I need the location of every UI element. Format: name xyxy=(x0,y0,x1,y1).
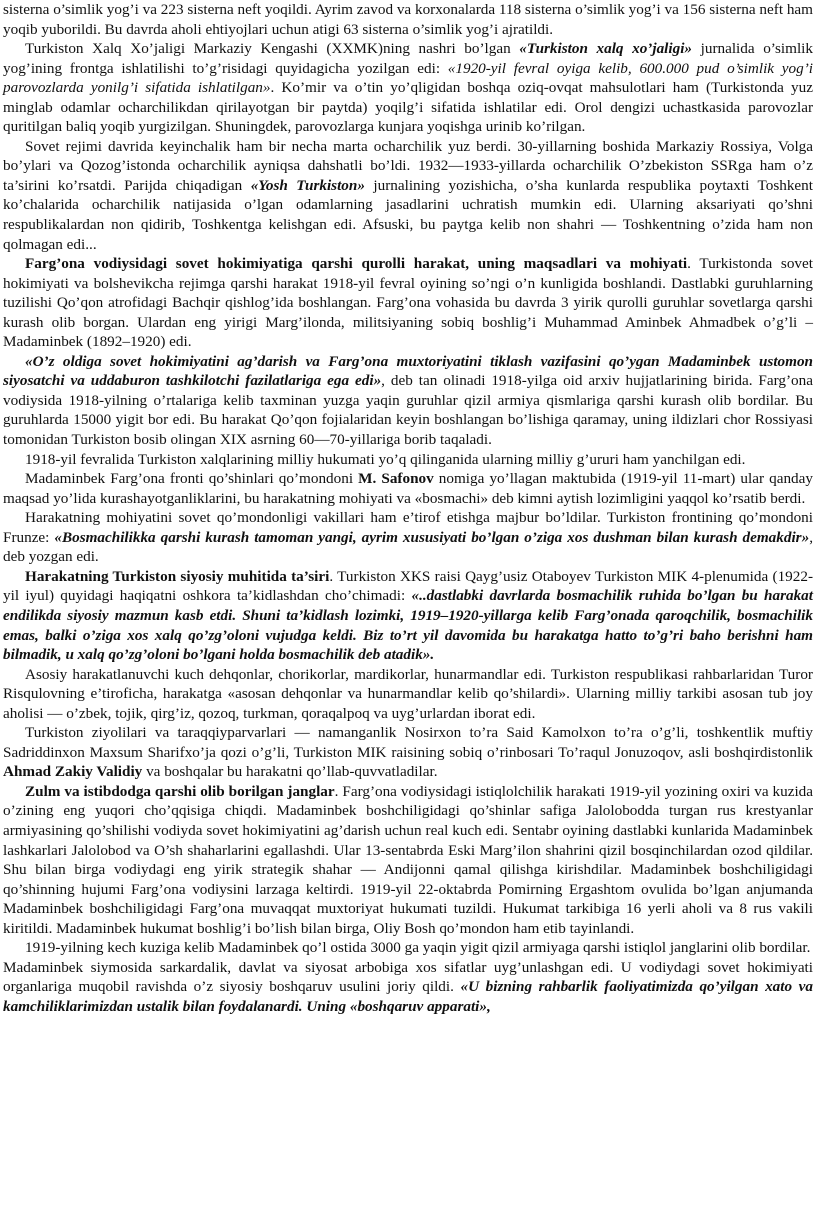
text-run: . Turkistonda sovet hokimiyati va bolshevikcha rejimga qarshi harakat 1918-yil fevral oyining so’ngi o’n kunligida boshlandi. Dastlabki guruhlarning tuzilishi Qo’qon atrofidagi Bachqir qishlog’ida boshlangan. Farg’ona vohasida bu davrda 3 yirik qurolli guruhlar sovetlarga qarshi kurash olib borgan. Ulardan eng yirigi Marg’ilonda, militsiyaning sobiq boshlig’i Muhammad Aminbek Ahmadbek o’g’li – Madaminbek (1892–1920) edi. xyxy=(3,255,813,351)
text-run: . Farg’ona vodiysidagi istiqlolchilik harakati 1919-yil yozining oxiri va kuzida o’zining eng yuqori cho’qqisiga chiqdi. Madaminbek boshchiligidagi qo’shinlar safiga Jalolobodda turgan rus krestyanlar armiyasining qo’shilishi vodiyda sovet hokimiyatini ag’darish uchun real kuch edi. Sentabr oyining dastlabki kunlarida Madaminbek lashkarlari Jalolobod va O’sh shaharlarini egallashdi. Ular 13-sentabrda Eski Marg’ilon shahrini qizil bosqinchilardan ozod qildilar. Shu bilan birga vodiydagi eng yirik strategik shahar — Andijonni qamal qilishga kirishdilar. Madaminbek boshchiligidagi qo’shinning hujumi Farg’ona vodiysini larzaga keltirdi. 1919-yil 22-oktabrda Pomirning Ergashtom ovulida bo’lgan anjumanda Madaminbek boshchiligidagi Farg’ona muvaqqat muxtoriyat hukumati tuzildi. Hukumat tarkibiga 16 yerli aholi va 8 rus vakili kiritildi. Madaminbek hukumat boshlig’i bo’lish bilan birga, Oliy Bosh qo’mondon ham etib tayinlandi. xyxy=(3,782,813,937)
section-heading: Harakatning Turkiston siyosiy muhitida ta’siri xyxy=(25,567,330,585)
section-heading: Zulm va istibdodga qarshi olib borilgan janglar xyxy=(25,782,335,800)
text-run: 1918-yil fevralida Turkiston xalqlarining milliy hukumati yo’q qilinganida ularning milliy g’ururi ham yanchilgan edi. xyxy=(25,450,746,468)
text-run: Madaminbek Farg’ona fronti qo’shinlari qo’mondoni xyxy=(25,470,359,488)
text-run: nomiga yo’llagan maktubida (1919-yil 11-mart) ular qanday maqsad yo’lida kurashayotganliklarini, bu harakatning mohiyati va «bosmachi» deb kimni aytish lozimligini yaqqol ko’rsatib berdi. xyxy=(3,470,813,507)
paragraph-madaminbek-quote xyxy=(3,352,813,450)
text-run: Asosiy harakatlanuvchi kuch dehqonlar, chorikorlar, mardikorlar, hunarmandlar edi. Turkiston respublikasi rahbarlaridan Turor Risqulovning e’tiroficha, harakatga «asosan dehqonlar va hunarmandlar kelib qo’shilardi». Ularning milliy tarkibi asosan tub joy aholisi — o’zbek, tojik, qirg’iz, qozoq, turkman, qoraqalpoq va uyg’urlardan iborat edi. xyxy=(3,665,813,722)
text-run: . Turkiston XKS raisi Qayg’usiz Otaboyev Turkiston MIK 4-plenumida (1922-yil iyul) quyidagi haqiqatni oshkora ta’kidlashdan cho’chimadi: xyxy=(3,567,813,605)
quote-text: «O’z oldiga sovet hokimiyatini ag’darish va Farg’ona muxtoriyatini tiklash vazifasini qo’ygan Madaminbek ustomon siyosatchi va uddaburon tashkilotchi fazilatlariga ega edi» xyxy=(3,352,813,390)
quote-text: «Bosmachilikka qarshi kurash tamoman yangi, ayrim xususiyati bo’lgan o’ziga xos dushman bilan kurash demakdir» xyxy=(54,528,810,546)
text-run: jurnalida o’simlik yog’ining frontga ishlatilishi to’g’risidagi quyidagicha yozilgan edi: xyxy=(3,40,813,77)
paragraph-madaminbek-qualities xyxy=(3,958,813,1017)
paragraph-battles xyxy=(3,782,813,938)
text-run: va boshqalar bu harakatni qo’llab-quvvatladilar. xyxy=(142,763,438,781)
journal-title: «Yosh Turkiston» xyxy=(250,176,365,194)
paragraph-driving-force xyxy=(3,665,813,724)
text-run: Turkiston ziyolilari va taraqqiyparvarlari — namanganlik Nosirxon to’ra Said Kamolxon to’ra o’g’li, toshkentlik muftiy Sadriddinxon Maxsum Sharifxo’ja qozi o’g’li, Turkiston MIK raisining sobiq o’rinbosari To’raqul Jonuzoqov, asli boshqirdistonlik xyxy=(3,724,813,761)
text-run: , deb tan olinadi 1918-yilga oid arxiv hujjatlarining birida. Farg’ona vodiysida 1918-yilning o’rtalariga kelib taxminan yuzga yaqin guruhlar qizil armiya qismlariga qarshi kurash olib bordilar. Bu guruhlarda 15000 yigit bor edi. Bu harakat Qo’qon fojialaridan keyin boshlangan bo’lishiga qaramay, uning ildizlari chor Rossiyasi tomonidan Turkiston bosib olingan XIX asrning 60—70-yillariga borib taqaladi. xyxy=(3,372,813,449)
text-run: jurnalining yozishicha, o’sha kunlarda respublika poytaxti Toshkent ko’chalarida ocharchilik natijasida o’lgan odamlarning jasadlarini uchratish mumkin edi. Ularning aksariyati qo’shni respublikalardan non qidirib, Toshkentga kelishgan edi. Afsuski, bu paytga kelib non shahri — Toshkentning o’zida ham non qolmagan edi... xyxy=(3,176,813,253)
text-run: . Ko’mir va o’tin yo’qligidan boshqa oziq-ovqat mahsulotlari ham (Turkistonda yuz minglab odamlar ocharchilikdan qirilayotgan bir paytda) yoqilg’i sifatida ishlatilar edi. Orol dengizi uchastkasida parovozlar quritilgan baliq yoqib yurgizilgan. Shuningdek, parovozlarga kunjara yoqishga urinib ko’rilgan. xyxy=(3,79,813,136)
paragraph-political-influence xyxy=(3,567,813,665)
section-heading: Farg’ona vodiysidagi sovet hokimiyatiga qarshi qurolli harakat, uning maqsadlari va mohiyati xyxy=(25,255,688,273)
paragraph-journal-quote xyxy=(3,39,813,137)
text-run: Sovet rejimi davrida keyinchalik ham bir necha marta ocharchilik yuz berdi. 30-yillarning boshida Markaziy Rossiya, Volga bo’ylari va Qozog’istonda ocharchilik ayniqsa dahshatli bo’ldi. 1932—1933-yillarda ocharchilik O’zbekiston SSRga ham o’z ta’sirini ko’rsatdi. Parijda chiqadigan xyxy=(3,137,813,194)
person-name: Ahmad Zakiy Validiy xyxy=(3,763,143,781)
text-run: Madaminbek siymosida sarkardalik, davlat va siyosat arbobiga xos sifatlar uyg’unlashgan edi. U vodiydagi sovet hokimiyati organlariga muqobil ravishda o’z siyosiy boshqaruv usulini joriy qildi. xyxy=(3,958,813,996)
paragraph-safonov-letter xyxy=(3,469,813,508)
paragraph-fergana-movement xyxy=(3,254,813,352)
paragraph-autumn-1919 xyxy=(3,938,813,958)
person-name: M. Safonov xyxy=(358,470,434,488)
quote-text: «U bizning rahbarlik faoliyatimizda qo’yilgan xato va kamchiliklarimizdan ustalik bilan foydalanardi. Uning «boshqaruv apparati», xyxy=(3,978,813,1015)
paragraph-oil-burned xyxy=(3,0,813,39)
paragraph-national-pride xyxy=(3,450,813,470)
paragraph-frunze-quote xyxy=(3,508,813,567)
text-run: Turkiston Xalq Xo’jaligi Markaziy Kengashi (XXMK)ning nashri bo’lgan xyxy=(25,40,520,58)
text-run: Harakatning mohiyatini sovet qo’mondonligi vakillari ham e’tirof etishga majbur bo’ldilar. Turkiston frontining qo’mondoni Frunze: xyxy=(3,509,813,546)
journal-title: «Turkiston xalq xo’jaligi» xyxy=(519,40,693,58)
text-run: 1919-yilning kech kuziga kelib Madaminbek qo’l ostida 3000 ga yaqin yigit qizil armiyaga qarshi istiqlol janglarini olib bordilar. xyxy=(25,939,811,957)
text-run: sisterna o’simlik yog’i va 223 sisterna neft yoqildi. Ayrim zavod va korxonalarda 118 sisterna o’simlik yog’i va 156 sisterna neft ham yoqib yuborildi. Bu davrda aholi ehtiyojlari uchun atigi 63 sisterna o’simlik yog’i ajratildi. xyxy=(3,1,813,38)
text-run: , deb yozgan edi. xyxy=(3,528,813,566)
quote-text: «..dastlabki davrlarda bosmachilik ruhida bo’lgan bu harakat endilikda siyosiy mazmun kasb etdi. Shuni ta’kidlash lozimki, 1919–1920-yillarga kelib Farg’onada qaroqchilik, bosmachilik emas, balki o’ziga xos xalq qo’zg’oloni vujudga keldi. Biz to’rt yil davomida bu harakatga hatto to’g’ri baho berishni ham bilmadik, u xalq qo’zg’oloni bo’lgani holda bosmachilik deb atadik». xyxy=(3,587,813,664)
paragraph-famine xyxy=(3,137,813,254)
paragraph-intellectuals xyxy=(3,723,813,782)
quote-text: «1920-yil fevral oyiga kelib, 600.000 pud o’simlik yog’i parovozlarda yonilg’i sifatida ishlatilgan» xyxy=(3,59,813,97)
